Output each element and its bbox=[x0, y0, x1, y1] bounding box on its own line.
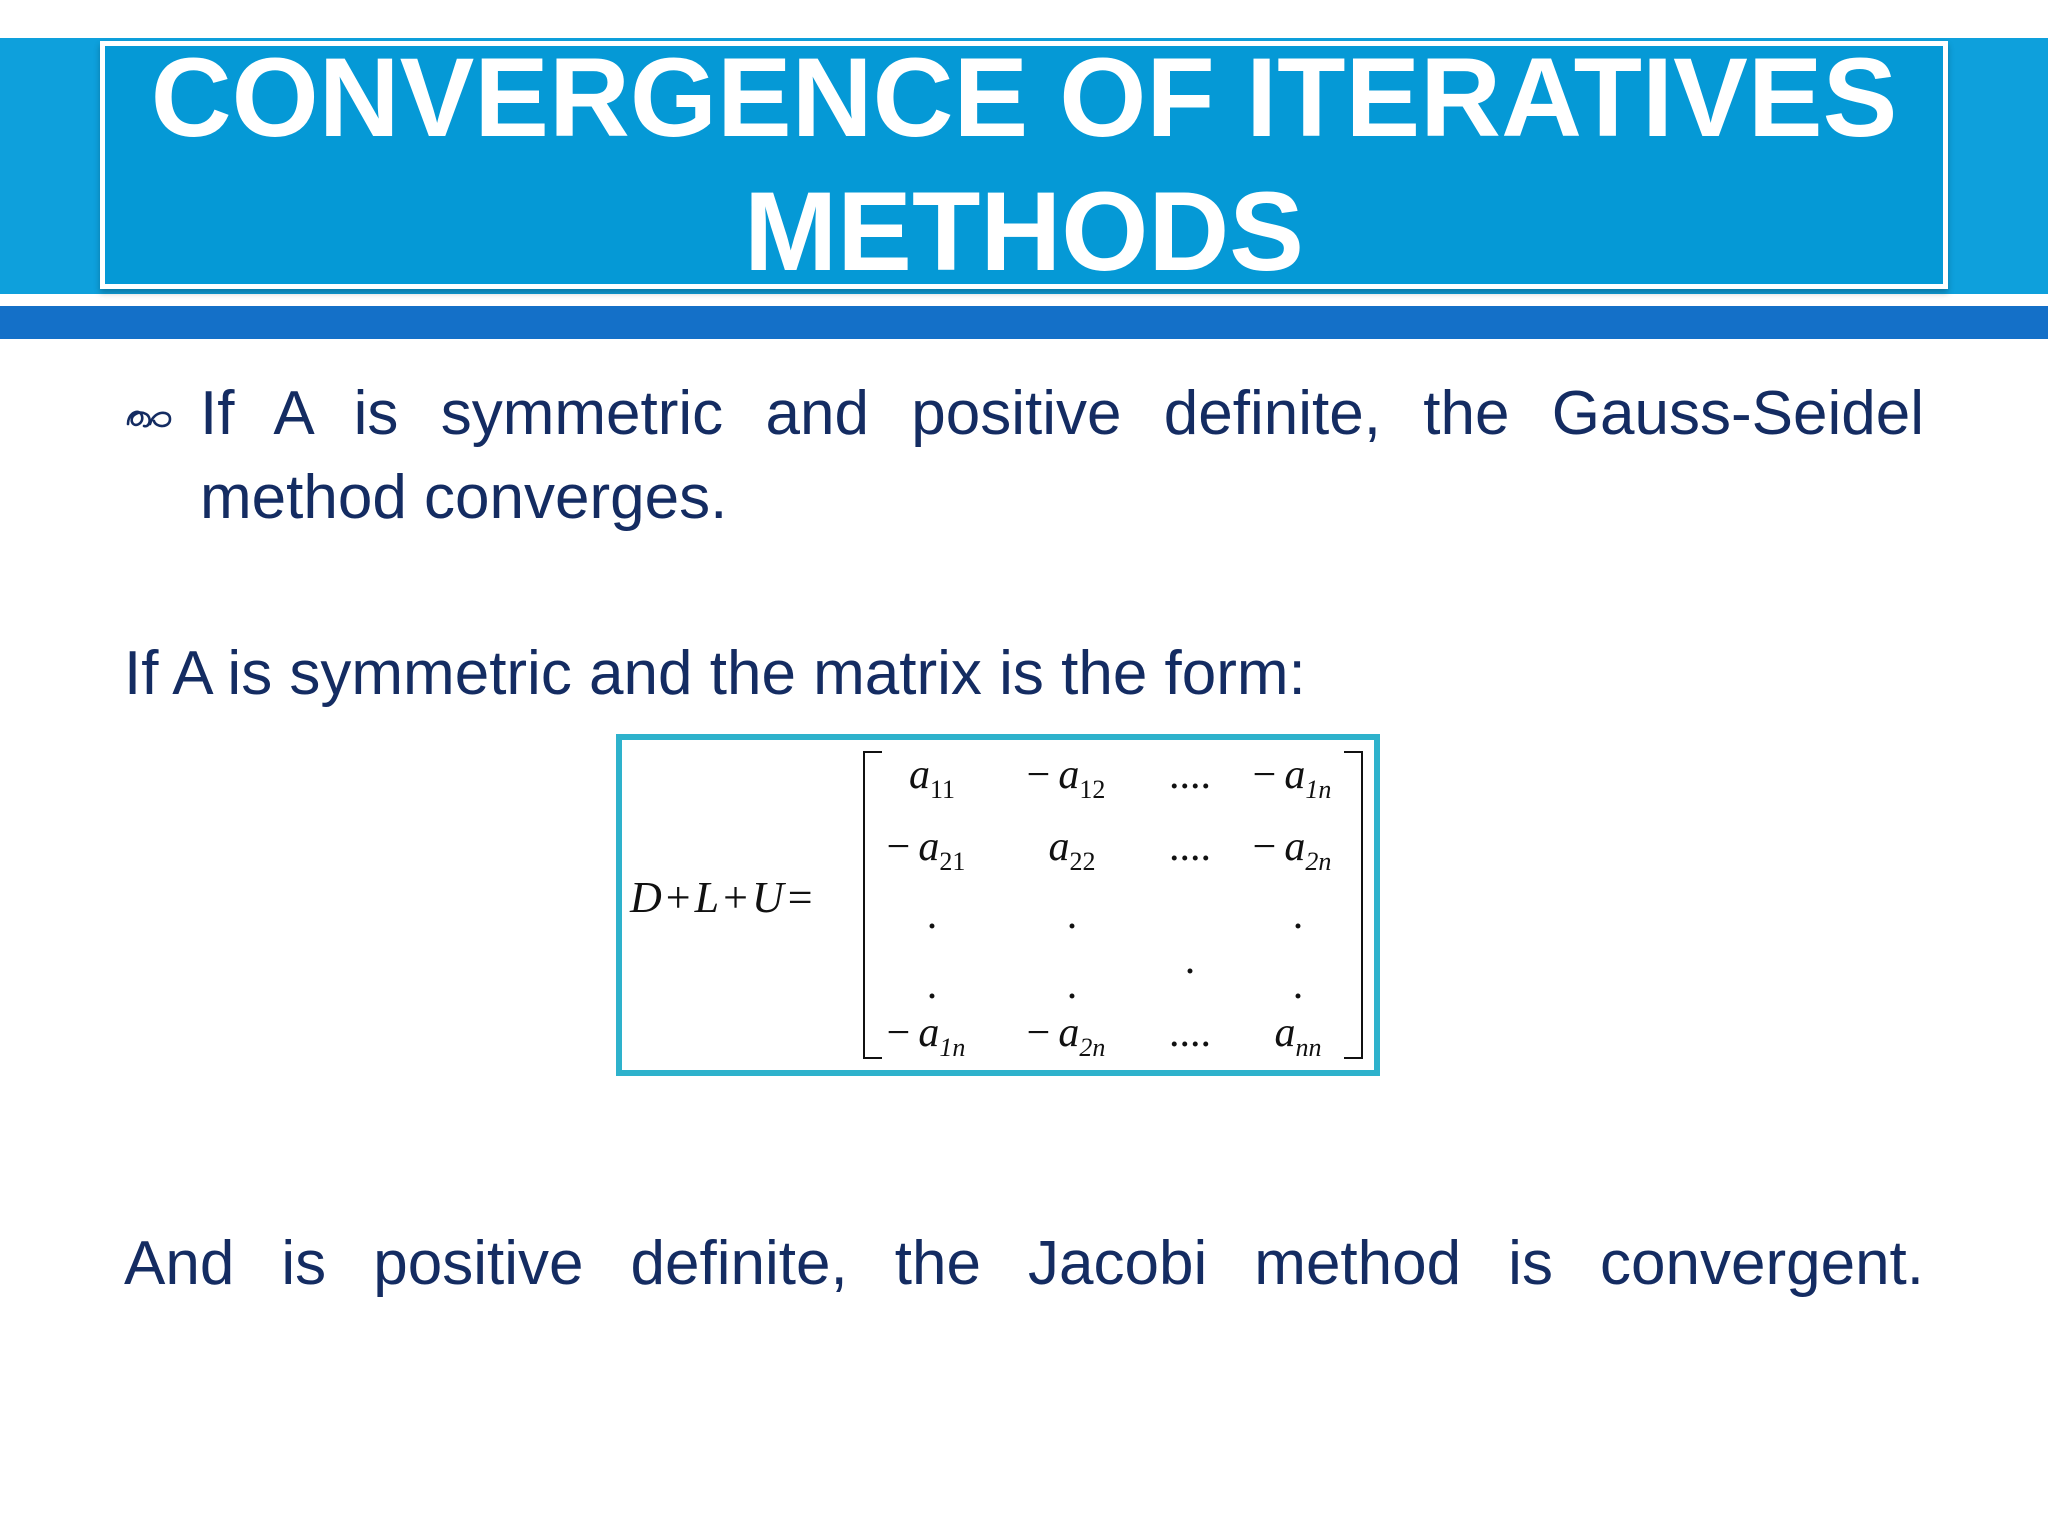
matrix-entry: − $a_{2n}$ bbox=[1252, 824, 1332, 876]
matrix-entry: . bbox=[1184, 937, 1196, 983]
matrix-entry: $a_{nn}$ bbox=[1274, 1010, 1322, 1062]
matrix-entry: . bbox=[1292, 962, 1304, 1008]
matrix-entry: $a_{22}$ bbox=[1048, 824, 1096, 876]
conclusion-text: And is positive definite, the Jacobi method is convergent. bbox=[124, 1229, 1924, 1298]
matrix-intro-text: If A is symmetric and the matrix is the form: bbox=[124, 639, 1306, 708]
swirl-bullet-icon bbox=[124, 402, 174, 432]
matrix-entry: − $a_{12}$ bbox=[1026, 752, 1106, 804]
matrix-equation bbox=[622, 740, 1374, 1070]
matrix-lhs: D+L+U= bbox=[630, 873, 813, 922]
matrix-left-bracket bbox=[864, 752, 882, 1058]
matrix-entry: − $a_{2n}$ bbox=[1026, 1010, 1106, 1062]
matrix-entry: . bbox=[926, 892, 938, 938]
bullet-text: If A is symmetric and positive definite, the Gauss-Seidel method converges. bbox=[200, 379, 1924, 532]
matrix-entry: .... bbox=[1169, 752, 1211, 798]
matrix-entry: − $a_{1n}$ bbox=[1252, 752, 1332, 804]
slide-title-line-2: METHODS bbox=[744, 169, 1304, 294]
matrix-entry: . bbox=[1066, 892, 1078, 938]
matrix-entry: .... bbox=[1169, 1010, 1211, 1056]
matrix-entry: $a_{11}$ bbox=[908, 752, 956, 804]
matrix-entry: − $a_{21}$ bbox=[886, 824, 966, 876]
matrix-entry: .... bbox=[1169, 824, 1211, 870]
slide-title-line-1: CONVERGENCE OF ITERATIVES bbox=[150, 35, 1898, 160]
header-stripe bbox=[0, 306, 2048, 339]
matrix-entry: . bbox=[926, 962, 938, 1008]
matrix-entry: . bbox=[1292, 892, 1304, 938]
matrix-entry: − $a_{1n}$ bbox=[886, 1010, 966, 1062]
matrix-equation-box bbox=[616, 734, 1380, 1076]
title-box bbox=[100, 35, 1948, 294]
matrix-right-bracket bbox=[1344, 752, 1362, 1058]
matrix-entry: . bbox=[1066, 962, 1078, 1008]
